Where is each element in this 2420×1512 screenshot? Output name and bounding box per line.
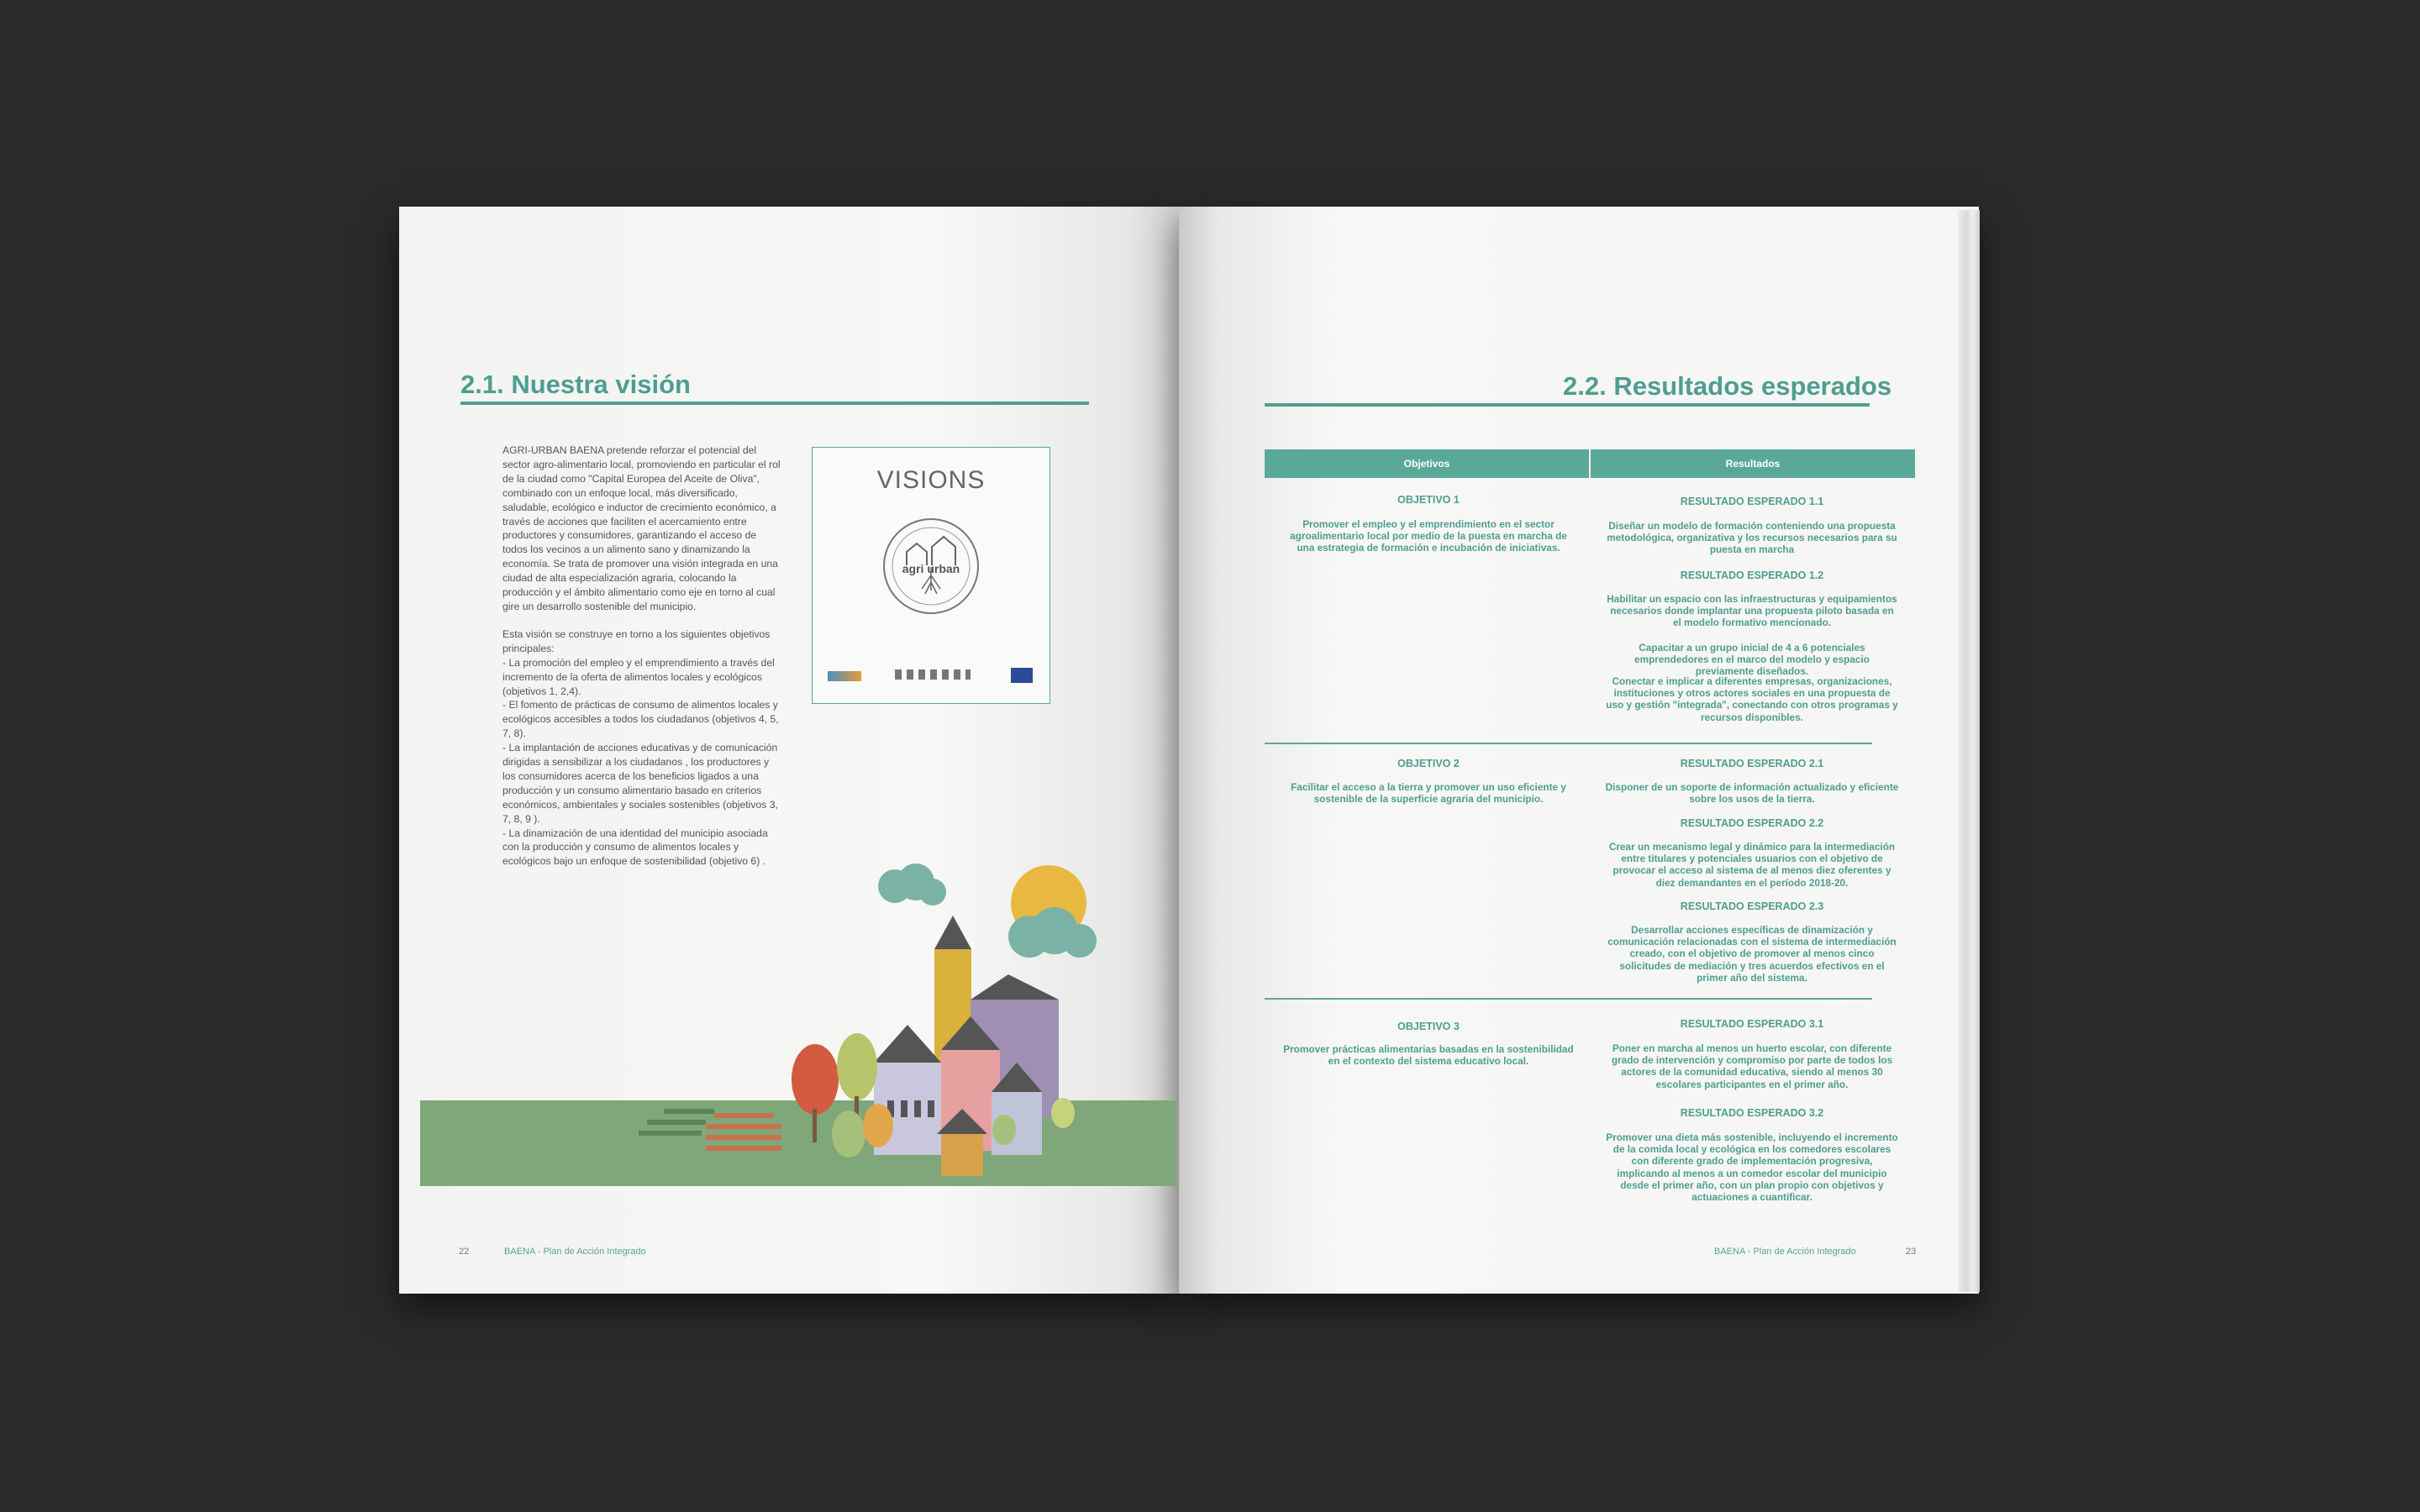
- row-separator: [1265, 743, 1872, 744]
- left-footer-text: BAENA - Plan de Acción Integrado: [504, 1247, 646, 1257]
- objective-label: OBJETIVO 2: [1397, 758, 1460, 769]
- bullet-item: - La promoción del empleo y el emprendimiento a través del incremento de la oferta de alimentos locales y ecológicos (objetivos 1, 2,4).: [502, 656, 775, 697]
- left-heading-rule: [460, 402, 1089, 405]
- right-heading-rule: [1265, 403, 1870, 407]
- left-heading: 2.1. Nuestra visión: [460, 370, 691, 399]
- right-page-number: 23: [1906, 1247, 1917, 1257]
- page-stack-edge: [1958, 210, 1980, 1292]
- partner-logos: [813, 668, 1050, 688]
- visions-title: VISIONS: [876, 466, 986, 494]
- result-text: Conectar e implicar a diferentes empresas, organizaciones, instituciones y otros actores sociales en una propuesta de uso y gestión "integrada", conectando con otros programas y recursos disponibles.: [1606, 675, 1898, 723]
- right-footer-text: BAENA - Plan de Acción Integrado: [1714, 1247, 1856, 1257]
- result-text: Capacitar a un grupo inicial de 4 a 6 potenciales emprendedores en el marco del modelo y espacio previamente diseñados.: [1634, 642, 1870, 678]
- eu-flag-icon: [1011, 668, 1033, 683]
- result-text: Poner en marcha al menos un huerto escolar, con diferente grado de intervención y compromiso por parte de todos los actores de la comunidad educativa, siendo al menos 30 escolares participantes en el primer año.: [1611, 1042, 1893, 1090]
- result-text: Desarrollar acciones específicas de dinamización y comunicación relacionadas con el sistema de intermediación creado, con el objetivo de promover al menos cinco solicitudes de mediación y tres acuerdos efectivos en el primer año del sistema.: [1607, 924, 1897, 984]
- row-separator: [1265, 998, 1872, 1000]
- bullet-item: - El fomento de prácticas de consumo de alimentos locales y ecológicos accesibles a todos los ciudadanos (objetivos 4, 5, 7, 8).: [502, 699, 779, 740]
- table-header-resultados: Resultados: [1591, 449, 1915, 478]
- right-page: [1179, 207, 1979, 1294]
- right-heading: 2.2. Resultados esperados: [1563, 371, 1892, 401]
- objective-label: OBJETIVO 3: [1397, 1021, 1460, 1032]
- result-text: Habilitar un espacio con las infraestructuras y equipamientos necesarios donde implantar una propuesta piloto basada en el modelo formativo mencionado.: [1607, 593, 1897, 629]
- agri-urban-seal-icon: [881, 517, 981, 616]
- bullet-item: - La implantación de acciones educativas y de comunicación dirigidas a sensibilizar a los ciudadanos , los productores y los consumidores acerca de los beneficios ligados a una producción y un consumo alimentario basado en criterios económicos, ambientales y sociales sostenibles (objetivos 3, 7, 8, 9 ).: [502, 742, 778, 825]
- result-label: RESULTADO ESPERADO 1.2: [1680, 570, 1824, 581]
- left-body-text: [502, 444, 783, 869]
- village-illustration: [420, 857, 1176, 1193]
- partner-cities-logo-icon: [895, 669, 971, 680]
- left-page-number: 22: [459, 1247, 470, 1257]
- result-text: Diseñar un modelo de formación conteniendo una propuesta metodológica, organizativa y los recursos necesarios para su puesta en marcha: [1607, 520, 1897, 556]
- paragraph-1: AGRI-URBAN BAENA pretende reforzar el potencial del sector agro-alimentario local, promoviendo en particular el rol de la ciudad como "Capital Europea del Aceite de Oliva", combinado con un enfoque local, más diversificado, saludable, ecológico e inductor de crecimiento económico, a través de acciones que faciliten el acercamiento entre productores y consumidores, garantizando el acceso de todos los vecinos a un alimento sano y dinamizando la economía. Se trata de promover una visión integrada en una ciudad de alta especialización agraria, colocando la producción y el ámbito alimentario como eje en torno al cual gire un desarrollo sostenible del municipio.: [502, 444, 781, 612]
- result-label: RESULTADO ESPERADO 3.2: [1680, 1107, 1824, 1119]
- objective-text: Promover el empleo y el emprendimiento en el sector agroalimentario local por medio de la puesta en marcha de una estrategia de formación e incubación de iniciativas.: [1290, 518, 1567, 554]
- urbact-logo-icon: [828, 671, 861, 681]
- result-label: RESULTADO ESPERADO 2.3: [1680, 900, 1824, 912]
- visions-logo-box: [812, 447, 1050, 704]
- result-label: RESULTADO ESPERADO 2.1: [1680, 758, 1824, 769]
- seal-text: agri urban: [902, 562, 960, 575]
- table-header-objetivos: Objetivos: [1265, 449, 1589, 478]
- result-label: RESULTADO ESPERADO 1.1: [1680, 496, 1824, 507]
- objective-text: Facilitar el acceso a la tierra y promover un uso eficiente y sostenible de la superficie agraria del municipio.: [1291, 781, 1566, 806]
- bullet-item: - La dinamización de una identidad del municipio asociada con la producción y consumo de alimentos locales y ecológicos bajo un enfoque de sostenibilidad (objetivo 6) .: [502, 827, 768, 868]
- paragraph-2-intro: Esta visión se construye en torno a los siguientes objetivos principales:: [502, 627, 771, 654]
- objective-text: Promover prácticas alimentarias basadas en la sostenibilidad en el contexto del sistema educativo local.: [1283, 1043, 1574, 1068]
- objective-label: OBJETIVO 1: [1397, 494, 1460, 506]
- result-text: Promover una dieta más sostenible, incluyendo el incremento de la comida local y ecológica en los comedores escolares con diferente grado de implementación progresiva, implicando al menos a un comedor escolar del municipio desde el primer año, con un plan propio con objetivos y actuaciones a cuantificar.: [1606, 1131, 1898, 1204]
- result-text: Disponer de un soporte de información actualizado y eficiente sobre los usos de la tierra.: [1605, 781, 1899, 806]
- result-label: RESULTADO ESPERADO 2.2: [1680, 817, 1824, 829]
- result-label: RESULTADO ESPERADO 3.1: [1680, 1018, 1824, 1030]
- result-text: Crear un mecanismo legal y dinámico para la intermediación entre titulares y potenciales usuarios con el objetivo de provocar el acceso al sistema de al menos diez oferentes y diez demandantes en el período 2018-20.: [1608, 841, 1896, 889]
